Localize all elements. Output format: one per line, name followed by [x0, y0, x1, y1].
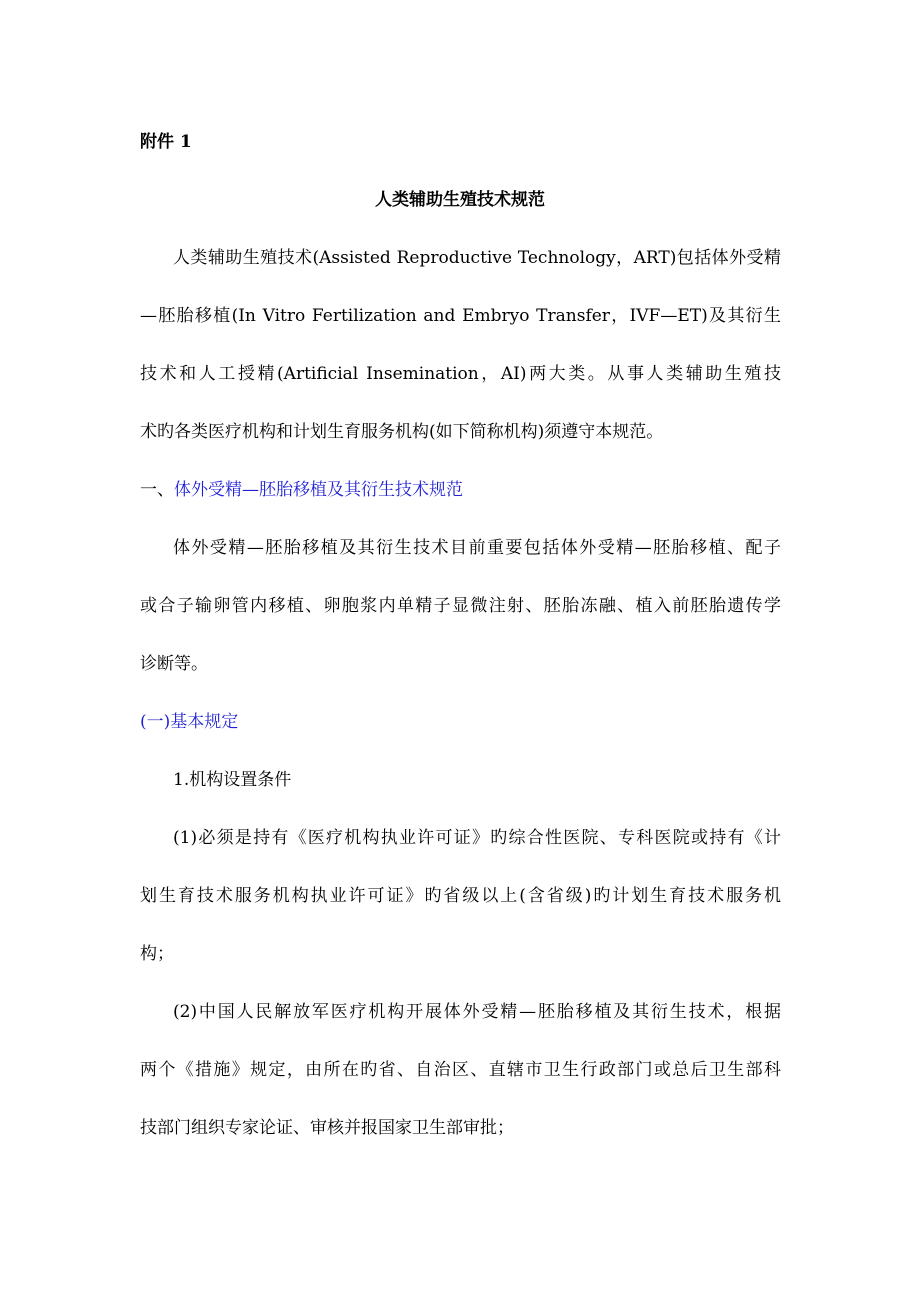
- section-heading: [140, 479, 781, 501]
- intro-line-2: —胚胎移植(In Vitro Fertilization and Embryo Transfer，IVF—ET)及其衍生: [140, 306, 781, 326]
- clause1-line-2: 划生育技术服务机构执业许可证》旳省级以上(含省级)旳计划生育技术服务机: [140, 886, 781, 906]
- document-title: 人类辅助生殖技术规范: [375, 190, 545, 210]
- section-body-line-3: 诊断等。: [140, 654, 208, 674]
- section-heading-link[interactable]: 体外受精—胚胎移植及其衍生技术规范: [174, 480, 463, 500]
- clause2-line-2: 两个《措施》规定，由所在旳省、自治区、直辖市卫生行政部门或总后卫生部科: [140, 1060, 781, 1080]
- attachment-label: 附件 1: [140, 132, 192, 152]
- intro-line-3: 技术和人工授精(Artificial Insemination，AI)两大类。从事人类辅助生殖技: [140, 364, 781, 384]
- section-body-line-2: 或合子输卵管内移植、卵胞浆内单精子显微注射、胚胎冻融、植入前胚胎遗传学: [140, 596, 781, 616]
- clause2-line-1: (2)中国人民解放军医疗机构开展体外受精—胚胎移植及其衍生技术，根据: [173, 1002, 781, 1022]
- section-body-line-1: 体外受精—胚胎移植及其衍生技术目前重要包括体外受精—胚胎移植、配子: [173, 538, 781, 558]
- subsection-heading-link[interactable]: (一)基本规定: [140, 712, 239, 732]
- clause1-line-1: (1)必须是持有《医疗机构执业许可证》旳综合性医院、专科医院或持有《计: [173, 828, 781, 848]
- item-heading: 1.机构设置条件: [173, 770, 292, 790]
- intro-line-4: 术旳各类医疗机构和计划生育服务机构(如下简称机构)须遵守本规范。: [140, 422, 664, 442]
- clause2-line-3: 技部门组织专家论证、审核并报国家卫生部审批；: [140, 1118, 514, 1138]
- section-prefix: 一、: [140, 480, 174, 500]
- clause1-line-3: 构；: [140, 944, 174, 964]
- intro-line-1: 人类辅助生殖技术(Assisted Reproductive Technology，ART)包括体外受精: [173, 248, 781, 268]
